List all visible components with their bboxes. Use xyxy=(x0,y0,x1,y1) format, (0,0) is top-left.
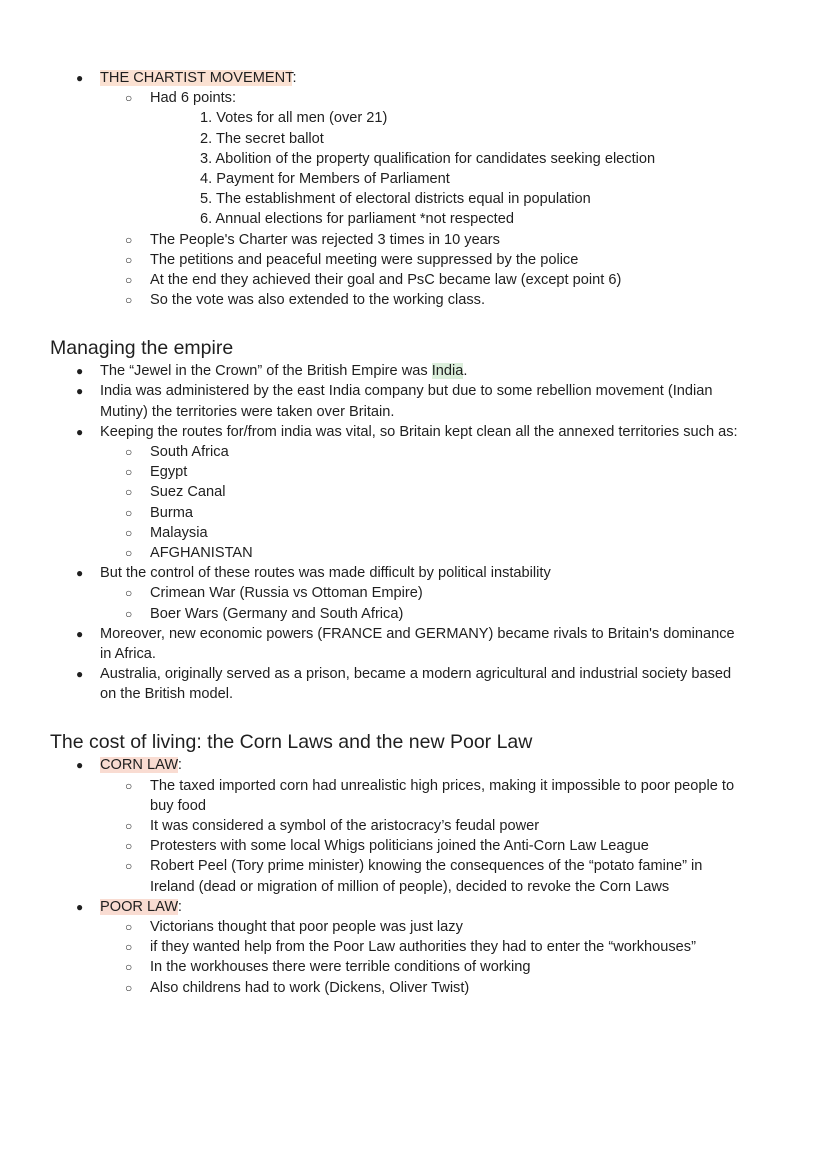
bullet-icon: ● xyxy=(76,667,84,682)
war-item: ○ Boer Wars (Germany and South Africa) xyxy=(0,604,828,624)
list-item: ● Australia, originally served as a prison, became a modern agricultural and industrial society based xyxy=(0,664,828,684)
war-item: ○ Crimean War (Russia vs Ottoman Empire) xyxy=(0,583,828,603)
list-item-continuation: buy food xyxy=(150,797,206,814)
list-item: ○ Also childrens had to work (Dickens, Oliver Twist) xyxy=(0,978,828,998)
bullet-icon: ● xyxy=(76,364,84,379)
bullet-icon: ● xyxy=(76,899,84,914)
list-item: ○ At the end they achieved their goal and PsC became law (except point 6) xyxy=(0,270,828,290)
territory-item: ○ South Africa xyxy=(0,442,828,462)
list-item-continuation: on the British model. xyxy=(100,686,234,703)
numbered-point: 2. The secret ballot xyxy=(200,130,324,147)
circle-bullet-icon: ○ xyxy=(125,960,133,975)
numbered-point: 4. Payment for Members of Parliament xyxy=(200,170,450,187)
territory-item: ○ AFGHANISTAN xyxy=(0,543,828,563)
list-item-continuation: Mutiny) the territories were taken over Britain. xyxy=(100,403,395,420)
numbered-point: 6. Annual elections for parliament *not respected xyxy=(200,211,514,228)
circle-bullet-icon: ○ xyxy=(125,859,133,874)
points-intro: Had 6 points: xyxy=(150,90,236,107)
list-item: ● Moreover, new economic powers (FRANCE and GERMANY) became rivals to Britain's dominance xyxy=(0,624,828,644)
circle-bullet-icon: ○ xyxy=(125,586,133,601)
territory-item: ○ Burma xyxy=(0,503,828,523)
india-highlight: India xyxy=(431,363,464,380)
poor-law-title: POOR LAW xyxy=(100,898,178,915)
list-item: ○ It was considered a symbol of the aristocracy’s feudal power xyxy=(0,816,828,836)
territory-item: ○ Suez Canal xyxy=(0,482,828,502)
poor-law-item: ● POOR LAW: xyxy=(0,897,828,917)
circle-bullet-icon: ○ xyxy=(125,919,133,934)
circle-bullet-icon: ○ xyxy=(125,545,133,560)
numbered-point: 5. The establishment of electoral districts equal in population xyxy=(200,191,591,208)
circle-bullet-icon: ○ xyxy=(125,778,133,793)
circle-bullet-icon: ○ xyxy=(125,505,133,520)
list-item: ● But the control of these routes was made difficult by political instability xyxy=(0,563,828,583)
circle-bullet-icon: ○ xyxy=(125,839,133,854)
numbered-point: 3. Abolition of the property qualification for candidates seeking election xyxy=(200,150,656,167)
section-heading-cost: The cost of living: the Corn Laws and the new Poor Law xyxy=(50,731,533,754)
list-item-continuation: Ireland (dead or migration of million of people), decided to revoke the Corn Laws xyxy=(150,878,670,895)
list-item: ○ In the workhouses there were terrible conditions of working xyxy=(0,957,828,977)
bullet-icon: ● xyxy=(76,71,84,85)
list-item: ● India was administered by the east India company but due to some rebellion movement (Indian xyxy=(0,381,828,401)
list-item: ○ The taxed imported corn had unrealistic high prices, making it impossible to poor people to xyxy=(0,776,828,796)
territory-item: ○ Malaysia xyxy=(0,523,828,543)
list-item: ● The “Jewel in the Crown” of the British Empire was India. xyxy=(0,361,828,381)
circle-bullet-icon: ○ xyxy=(125,485,133,500)
circle-bullet-icon: ○ xyxy=(125,940,133,955)
circle-bullet-icon: ○ xyxy=(125,445,133,459)
circle-bullet-icon: ○ xyxy=(125,819,133,833)
circle-bullet-icon: ○ xyxy=(125,91,133,106)
chartist-title: THE CHARTIST MOVEMENT xyxy=(100,70,293,86)
corn-law-item: ● CORN LAW: xyxy=(0,755,828,775)
list-item: ● Keeping the routes for/from india was vital, so Britain kept clean all the annexed territories such as: xyxy=(0,422,828,442)
list-item: ○ Robert Peel (Tory prime minister) knowing the consequences of the “potato famine” in xyxy=(0,856,828,876)
circle-bullet-icon: ○ xyxy=(125,272,133,287)
circle-bullet-icon: ○ xyxy=(125,232,133,247)
territory-item: ○ Egypt xyxy=(0,462,828,482)
list-item: ○ Victorians thought that poor people was just lazy xyxy=(0,917,828,937)
list-item: ○ The petitions and peaceful meeting were suppressed by the police xyxy=(0,250,828,270)
list-item: ○ Protesters with some local Whigs politicians joined the Anti-Corn Law League xyxy=(0,836,828,856)
bullet-icon: ● xyxy=(76,758,84,773)
list-item xyxy=(0,88,828,108)
bullet-icon: ● xyxy=(76,424,84,439)
circle-bullet-icon: ○ xyxy=(125,525,133,540)
corn-law-title: CORN LAW xyxy=(100,757,178,774)
chartist-item xyxy=(0,68,828,88)
numbered-point: 1. Votes for all men (over 21) xyxy=(200,110,388,127)
circle-bullet-icon: ○ xyxy=(125,465,133,480)
list-item: ○ The People's Charter was rejected 3 times in 10 years xyxy=(0,230,828,250)
circle-bullet-icon: ○ xyxy=(125,252,133,267)
section-heading-empire: Managing the empire xyxy=(50,337,234,360)
bullet-icon: ● xyxy=(76,566,84,581)
circle-bullet-icon: ○ xyxy=(125,293,133,308)
list-item: ○ So the vote was also extended to the working class. xyxy=(0,290,828,310)
document-page xyxy=(0,68,828,998)
circle-bullet-icon: ○ xyxy=(125,980,133,995)
circle-bullet-icon: ○ xyxy=(125,606,133,621)
colon: : xyxy=(292,70,297,86)
list-item: ○ if they wanted help from the Poor Law authorities they had to enter the “workhouses” xyxy=(0,937,828,957)
list-item-continuation: in Africa. xyxy=(100,645,156,662)
bullet-icon: ● xyxy=(76,384,84,399)
bullet-icon: ● xyxy=(76,626,84,641)
